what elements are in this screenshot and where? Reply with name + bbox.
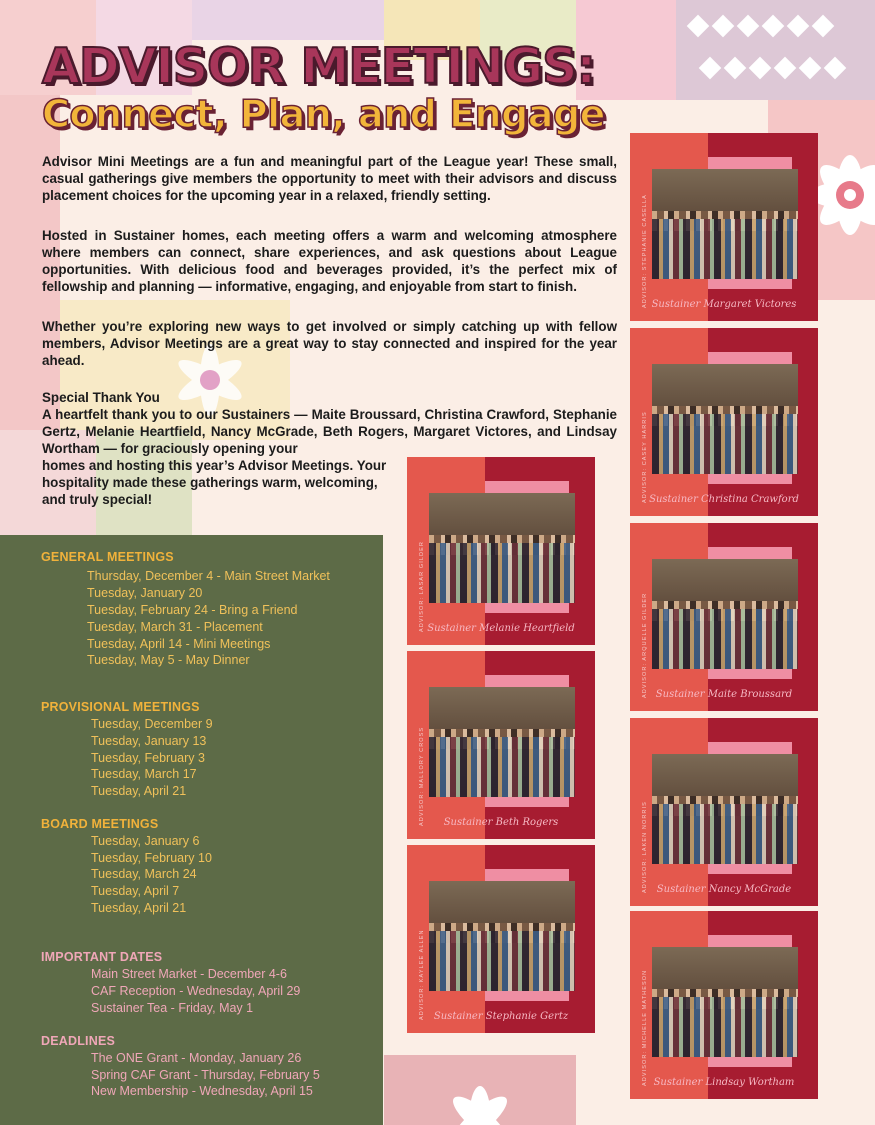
board-meeting-item: Tuesday, March 24 [91, 867, 197, 881]
photo-card [630, 328, 818, 516]
board-meetings-heading: BOARD MEETINGS [41, 817, 159, 831]
photo-card [407, 845, 595, 1033]
advisor-label: ADVISOR: LAKEN NORRIS [642, 801, 648, 893]
deadlines-heading: DEADLINES [41, 1034, 116, 1048]
group-photo [652, 947, 798, 1057]
advisor-label: ADVISOR: KAYLEE ALLEN [419, 929, 425, 1020]
photo-card [630, 523, 818, 711]
advisor-label: ADVISOR: MICHELLE MATHESON [642, 969, 648, 1086]
group-photo [652, 754, 798, 864]
provisional-meeting-item: Tuesday, March 17 [91, 767, 197, 781]
provisional-meeting-item: Tuesday, February 3 [91, 751, 205, 765]
general-meeting-item: Tuesday, May 5 - May Dinner [87, 653, 250, 667]
page-title: ADVISOR MEETINGS: [42, 38, 595, 95]
intro-paragraph-1: Advisor Mini Meetings are a fun and meaningful part of the League year! These small, casual gatherings give members the opportunity to meet with their advisors and discuss placement choices for the upcoming year in a relaxed, friendly setting. [42, 154, 617, 203]
deadline-item: The ONE Grant - Monday, January 26 [91, 1051, 302, 1065]
provisional-meeting-item: Tuesday, April 21 [91, 784, 187, 798]
group-photo [429, 687, 575, 797]
photo-card [407, 457, 595, 645]
general-meeting-item: Tuesday, January 20 [87, 586, 203, 600]
intro-paragraph-3: Whether you’re exploring new ways to get involved or simply catching up with fellow members, Advisor Meetings are a great way to stay connected and inspired for the year ahead. [42, 319, 617, 368]
important-date-item: Main Street Market - December 4-6 [91, 967, 287, 981]
provisional-meetings-heading: PROVISIONAL MEETINGS [41, 700, 200, 714]
deadline-item: Spring CAF Grant - Thursday, February 5 [91, 1068, 320, 1082]
general-meeting-item: Tuesday, February 24 - Bring a Friend [87, 603, 298, 617]
important-dates-heading: IMPORTANT DATES [41, 950, 163, 964]
photo-card [630, 911, 818, 1099]
flower-icon [420, 1060, 540, 1125]
sustainer-caption: Sustainer Nancy McGrade [656, 884, 792, 895]
sustainer-caption: Sustainer Maite Broussard [655, 689, 793, 700]
advisor-label: ADVISOR: ARQUELLE GILDER [642, 592, 648, 698]
page-subtitle: Connect, Plan, and Engage [42, 92, 605, 136]
sustainer-caption: Sustainer Margaret Victores [651, 299, 797, 310]
provisional-meeting-item: Tuesday, January 13 [91, 734, 207, 748]
group-photo [652, 364, 798, 474]
general-meeting-item: Tuesday, April 14 - Mini Meetings [87, 637, 271, 651]
photo-card [630, 718, 818, 906]
general-meetings-heading: GENERAL MEETINGS [41, 550, 174, 564]
group-photo [429, 493, 575, 603]
general-meeting-item: Tuesday, March 31 - Placement [87, 620, 263, 634]
photo-card [630, 133, 818, 321]
important-date-item: CAF Reception - Wednesday, April 29 [91, 984, 301, 998]
general-meeting-item: Thursday, December 4 - Main Street Market [87, 569, 330, 583]
thanks-heading: Special Thank You [42, 390, 160, 405]
sustainer-caption: Sustainer Stephanie Gertz [433, 1011, 569, 1022]
deadline-item: New Membership - Wednesday, April 15 [91, 1084, 313, 1098]
board-meeting-item: Tuesday, February 10 [91, 851, 212, 865]
board-meeting-item: Tuesday, April 7 [91, 884, 180, 898]
sustainer-caption: Sustainer Christina Crawford [649, 494, 799, 505]
important-date-item: Sustainer Tea - Friday, May 1 [91, 1001, 254, 1015]
advisor-label: ADVISOR: LASAR GILDER [419, 541, 425, 632]
intro-paragraph-2: Hosted in Sustainer homes, each meeting offers a warm and welcoming atmosphere where members can connect, share experiences, and ask questions about League opportunities. With delicious food and beverages provided, it’s the perfect mix of fellowship and planning — informative, engaging, and enjoyable from start to finish. [42, 228, 617, 294]
thanks-paragraph: A heartfelt thank you to our Sustainers — Maite Broussard, Christina Crawford, Stephanie Gertz, Melanie Heartfield, Nancy McGrade, Beth Rogers, Margaret Victores, and Lindsay Wortham — for graciously opening your [42, 407, 617, 456]
sustainer-caption: Sustainer Lindsay Wortham [653, 1077, 795, 1088]
group-photo [652, 559, 798, 669]
sustainer-caption: Sustainer Beth Rogers [443, 817, 559, 828]
photo-card [407, 651, 595, 839]
advisor-label: ADVISOR: CASEY HARRIS [642, 411, 648, 503]
board-meeting-item: Tuesday, January 6 [91, 834, 200, 848]
advisor-label: ADVISOR: MALLORY CROSS [419, 726, 425, 826]
provisional-meeting-item: Tuesday, December 9 [91, 717, 213, 731]
group-photo [429, 881, 575, 991]
group-photo [652, 169, 798, 279]
thanks-paragraph-continued: homes and hosting this year’s Advisor Meetings. Your hospitality made these gatherings warm, welcoming, and truly special! [42, 458, 387, 507]
advisor-label: ADVISOR: STEPHANIE CASELLA [642, 194, 648, 308]
sustainer-caption: Sustainer Melanie Heartfield [427, 623, 575, 634]
board-meeting-item: Tuesday, April 21 [91, 901, 187, 915]
